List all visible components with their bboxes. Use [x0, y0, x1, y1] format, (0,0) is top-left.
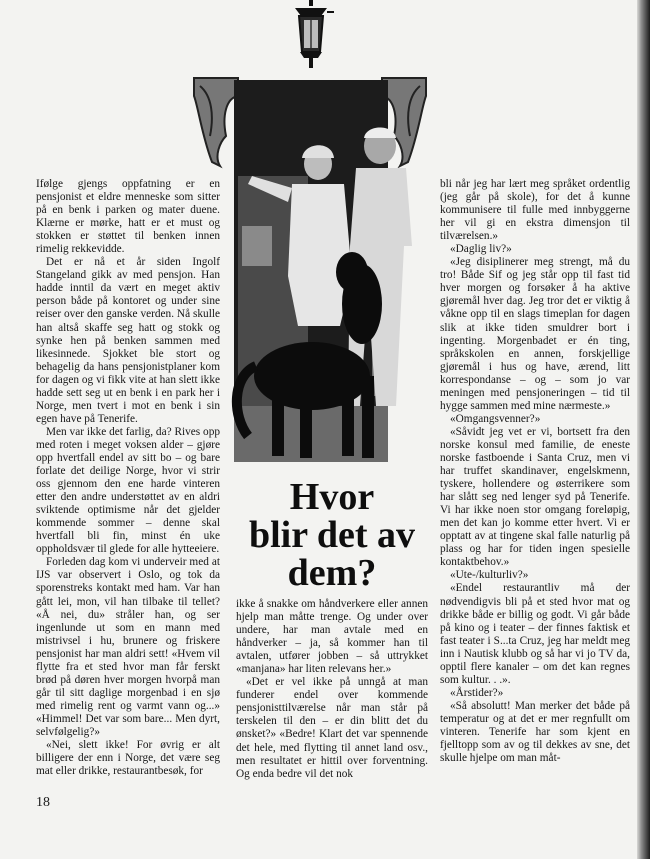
page-number: 18	[36, 795, 50, 810]
paragraph: «Såvidt jeg vet er vi, bortsett fra den norske konsul med familie, de eneste norske fastboende i Santa Cruz, men vi har truffet skandinaver, engelskmenn, tyskere, hollendere og østerrikere som har slått seg ned lenger syd på Tenerife. Vi har ikke noen stor omgang foreløpig, men det kan jo komme etter hvert. Vi er opptatt av at tingene skal falle naturlig på plass og har for tiden ingen spesielle kontaktbehov.»	[440, 425, 630, 569]
paragraph: «Endel restaurantliv må der nødvendigvis bli på et sted hvor mat og drikke både er billig og godt. Vi går både på kino og i teater – der finnes faktisk et fast teater i S...ta Cruz, jeg har meldt meg inn i Nautisk klubb og så har vi jo TV da, opptil flere kanaler – om det kan regnes som kultur. . .».	[440, 582, 630, 686]
headline	[232, 478, 432, 592]
article-column-3	[440, 178, 630, 790]
photo-frame	[192, 76, 428, 466]
lantern-icon	[287, 0, 335, 72]
headline-line: blir det av	[248, 514, 416, 556]
paragraph: «Jeg disiplinerer meg strengt, må du tro! Både Sif og jeg står opp til fast tid hver morgen og forsøker å ha aktive gjøremål hver dag. Jeg tror det er viktig å våkne opp til en slags timeplan for dagen slik at ikke tiden smuldrer bort i ingenting. Morgenbadet er én ting, språkskolen en annen, forskjellige gjøremål i hus og have, ærend, litt korrespondanse – og – som jo var meningen med pensjoneringen – tid til hygge sammen med mine nærmeste.»	[440, 256, 630, 412]
paragraph: bli når jeg har lært meg språket ordentlig (jeg går på skole), for det å kunne kommunisere til fulle med innbyggerne her vil gi en ekstra dimensjon til tilværelsen.»	[440, 178, 630, 243]
headline-line: dem?	[287, 552, 377, 594]
paragraph: «Ute-/kulturliv?»	[450, 569, 529, 582]
paragraph: «Nei, slett ikke! For øvrig er alt billigere der enn i Norge, det være seg mat eller drikke, restaurantbesøk, for	[36, 739, 220, 778]
paragraph: Ifølge gjengs oppfatning er en pensjonist et eldre menneske som sitter på en benk i parken og mater duene. Klærne er mørke, hatt er et must og stokken er støttet til benken innen rimelig rekkevidde.	[36, 178, 220, 256]
headline-line: Hvor	[289, 476, 375, 518]
paragraph: Men var ikke det farlig, da? Rives opp med roten i meget voksen alder – gjøre opp hvertfall endel av sitt bo – og bare forlate det deilige Norge, hvor vi strir oss gjennom den ene harde vinteren etter den andre understøttet av en aldri sviktende optimisme når det gjelder kommende sommer – denne skal hvertfall bli fin, minst én uke oppholdsvær til glede for alle hytteeiere.	[36, 425, 220, 556]
paragraph: Det er nå et år siden Ingolf Stangeland gikk av med pensjon. Han hadde inntil da vært en meget aktiv person både på kontoret og under sine reiser over den ganske verden. Nå skulle han altså skaffe seg hatt og stokk og synke hen på benken sammen med likesinnede. Sjokket ble stort og behagelig da hans pensjonistplaner kom for dagen og vi fikk vite at han slett ikke hadde sett seg ut en benk i en park her i Norge, men tvert i mot en benk i sin egen have på Tenerife.	[36, 256, 220, 425]
article-column-1	[36, 178, 220, 788]
paragraph: ikke å snakke om håndverkere eller annen hjelp man måtte trenge. Og under over undere, har man avtale med en håndverker – ja, så kommer han til avtalen, utfører jobben – så uttrykket «manjana» har liten relevans her.»	[236, 598, 428, 676]
paragraph: «Årstider?»	[450, 686, 504, 699]
article-column-2	[236, 598, 428, 790]
paragraph: «Det er vel ikke på unngå at man funderer endel over kommende pensjonisttilværelse når man står på terskelen til den – er din blitt det du ønsket?» «Bedre! Klart det var spennende det hele, med flytting til annet land osv., men resultatet er hittil over forventning. Og enda bedre vil det nok	[236, 676, 428, 780]
paragraph: «Daglig liv?»	[450, 243, 512, 256]
paragraph: «Så absolutt! Man merker det både på temperatur og at det er mer regnfullt om vinteren. Tenerife har som kjent en fjelltopp som av og til dekkes av sne, det skulle hjelpe om man måt-	[440, 699, 630, 765]
scan-edge	[637, 0, 650, 859]
paragraph: «Omgangsvenner?»	[450, 412, 541, 425]
couple-with-dog-photo	[192, 76, 428, 466]
paragraph: Forleden dag kom vi underveir med at IJS var observert i Oslo, og tok da sporenstreks kontakt med ham. Var han gått lei, mon, vil han tilbake til tellet? «Å nei, du» stråler han, og ser ingenlunde ut som en mann med mistrivsel i hu, brunere og friskere pensjonist har man aldri sett! «Hvem vil flytte fra et sted hvor man får ferskt brød på døren hver morgen hvorpå man går til sitt daglige morgenbad i en sjø med rimelig rent og varmt vann og...» «Himmel! Det var som bare... Men dyrt, selvfølgelig?»	[36, 556, 220, 738]
